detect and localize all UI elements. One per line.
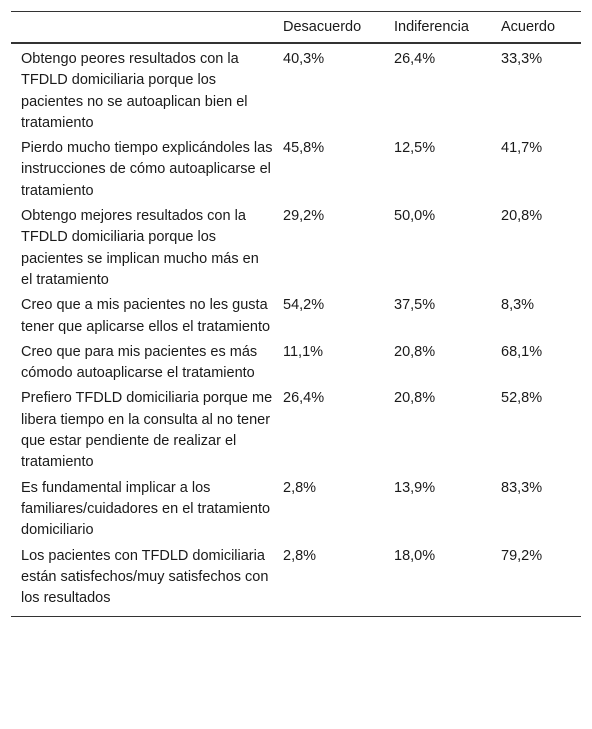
- statement-cell: Pierdo mucho tiempo explicándoles las instrucciones de cómo autoaplicarse el tratamiento: [21, 140, 273, 199]
- desacuerdo-cell: 29,2%: [283, 208, 325, 225]
- table-row: [11, 134, 581, 202]
- header-indiferencia: Indiferencia: [394, 19, 469, 35]
- indiferencia-cell: 20,8%: [394, 390, 436, 407]
- statement-cell: Obtengo peores resultados con la TFDLD domiciliaria porque los pacientes no se autoaplican bien el tratamiento: [21, 51, 248, 131]
- table-body: [11, 43, 581, 617]
- desacuerdo-cell: 11,1%: [283, 343, 324, 360]
- indiferencia-cell: 12,5%: [394, 140, 436, 157]
- desacuerdo-cell: 2,8%: [283, 547, 317, 564]
- acuerdo-cell: 33,3%: [501, 51, 543, 67]
- indiferencia-cell: 37,5%: [394, 297, 436, 314]
- acuerdo-cell: 41,7%: [501, 140, 543, 157]
- acuerdo-cell: 83,3%: [501, 479, 543, 496]
- acuerdo-cell: 52,8%: [501, 390, 543, 407]
- statement-cell: Prefiero TFDLD domiciliaria porque me libera tiempo en la consulta al no tener que estar pendiente de realizar el tratamiento: [21, 390, 273, 471]
- indiferencia-cell: 50,0%: [394, 208, 436, 225]
- indiferencia-cell: 13,9%: [394, 479, 436, 496]
- acuerdo-cell: 20,8%: [501, 208, 543, 225]
- statement-cell: Es fundamental implicar a los familiares/cuidadores en el tratamiento domiciliario: [21, 479, 271, 539]
- acuerdo-cell: 68,1%: [501, 343, 543, 360]
- statement-cell: Obtengo mejores resultados con la TFDLD domiciliaria porque los pacientes se implican mucho más en el tratamiento: [21, 208, 259, 288]
- table-header: [11, 12, 581, 44]
- table-row: [11, 474, 581, 542]
- desacuerdo-cell: 45,8%: [283, 140, 325, 157]
- desacuerdo-cell: 40,3%: [283, 51, 325, 67]
- table-row: [11, 338, 581, 385]
- survey-table-container: [11, 11, 581, 617]
- acuerdo-cell: 79,2%: [501, 547, 543, 564]
- statement-cell: Creo que a mis pacientes no les gusta tener que aplicarse ellos el tratamiento: [21, 297, 271, 335]
- statement-cell: Los pacientes con TFDLD domiciliaria están satisfechos/muy satisfechos con los resultados: [21, 547, 269, 607]
- table-row: [11, 43, 581, 134]
- acuerdo-cell: 8,3%: [501, 297, 535, 314]
- table-row: [11, 384, 581, 473]
- indiferencia-cell: 20,8%: [394, 343, 436, 360]
- survey-results-table: [11, 11, 581, 617]
- statement-cell: Creo que para mis pacientes es más cómodo autoaplicarse el tratamiento: [21, 343, 258, 382]
- header-row: [11, 12, 581, 44]
- table-row: [11, 542, 581, 617]
- desacuerdo-cell: 54,2%: [283, 297, 325, 314]
- table-row: [11, 202, 581, 291]
- indiferencia-cell: 18,0%: [394, 547, 436, 564]
- desacuerdo-cell: 26,4%: [283, 390, 325, 407]
- table-row: [11, 291, 581, 338]
- desacuerdo-cell: 2,8%: [283, 479, 317, 496]
- header-statement: [11, 12, 273, 44]
- indiferencia-cell: 26,4%: [394, 51, 436, 67]
- header-acuerdo: Acuerdo: [501, 19, 556, 35]
- header-desacuerdo: Desacuerdo: [283, 19, 362, 35]
